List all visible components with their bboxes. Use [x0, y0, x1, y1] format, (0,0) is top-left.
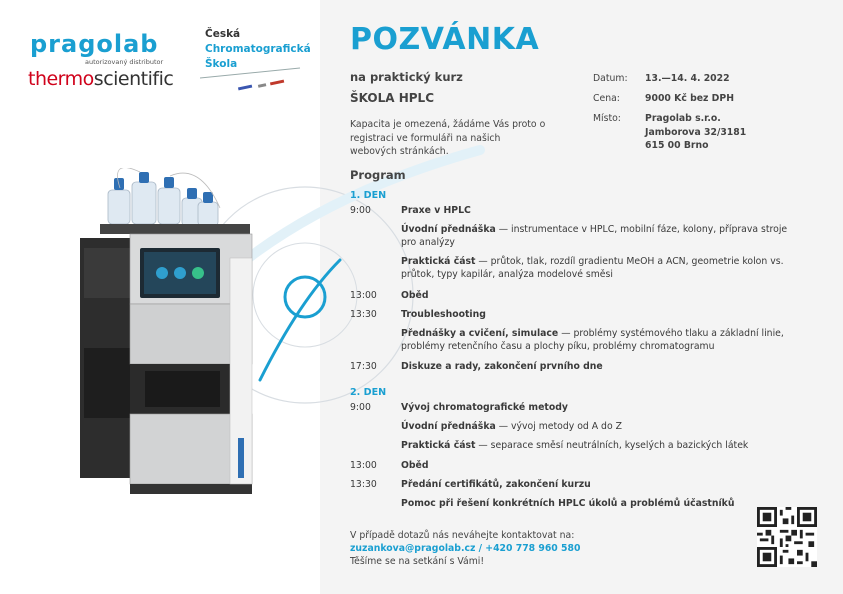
schedule-item: Diskuze a rady, zakončení prvního dne: [401, 361, 603, 372]
schedule-item: Pomoc při řešení konkrétních HPLC úkolů a problémů účastníků: [401, 498, 735, 509]
place-value: [645, 112, 746, 153]
schedule-time: 13:30: [350, 479, 377, 490]
program-heading: Program: [350, 168, 406, 182]
contact-block: [350, 529, 580, 568]
place-street: Jamborova 32/3181: [645, 126, 747, 138]
hplc-instrument-image: [70, 168, 260, 508]
schedule-time: 13:30: [350, 309, 377, 320]
schedule-item: Praxe v HPLC: [401, 205, 471, 216]
date-value: 13.—14. 4. 2022: [645, 73, 730, 84]
scientific-word: scientific: [93, 68, 174, 90]
price-value: 9000 Kč bez DPH: [645, 93, 734, 104]
schedule-item-text: — instrumentace v HPLC, mobilní fáze, kolony, příprava stroje pro analýzy: [401, 224, 788, 248]
ceska-line2: Chromatografická: [205, 43, 311, 55]
pragolab-logo: [30, 30, 165, 58]
qr-code-icon[interactable]: [757, 507, 817, 567]
schedule-time: 9:00: [350, 205, 371, 216]
contact-details: [350, 542, 580, 555]
contact-closing: Těšíme se na setkání s Vámi!: [350, 556, 485, 567]
main-title: POZVÁNKA: [350, 22, 540, 57]
schedule-time: 13:00: [350, 460, 377, 471]
phone-link[interactable]: +420 778 960 580: [485, 543, 581, 554]
contact-intro: V případě dotazů nás neváhejte kontaktovat na:: [350, 530, 575, 541]
schedule-item: [401, 420, 791, 433]
schedule-item: Předání certifikátů, zakončení kurzu: [401, 479, 591, 490]
schedule-item: Oběd: [401, 460, 429, 471]
schedule-item-title: Úvodní přednáška: [401, 224, 496, 235]
schedule-time: 9:00: [350, 402, 371, 413]
ceska-line3: Škola: [205, 58, 238, 70]
schedule-item-title: Přednášky a cvičení, simulace: [401, 328, 559, 339]
intro-text: Kapacita je omezená, žádáme Vás proto o registraci ve formuláři na našich webových stránkách.: [350, 119, 546, 157]
schedule-item: [401, 439, 791, 452]
schedule-time: 17:30: [350, 361, 377, 372]
course-name: ŠKOLA HPLC: [350, 91, 435, 105]
price-label: Cena:: [593, 93, 620, 104]
schedule-item-text: — separace směsí neutrálních, kyselých a bazických látek: [475, 440, 749, 451]
place-city: 615 00 Brno: [645, 140, 709, 151]
thermo-word: thermo: [28, 68, 94, 90]
schedule-item-text: — problémy systémového tlaku a základní linie, problémy retenčního času a plochy píku, problémy chromatogramu: [401, 328, 784, 352]
schedule-item-title: Praktická část: [401, 256, 476, 267]
schedule-item: [401, 223, 791, 249]
ceska-logo-graphic: [200, 60, 310, 100]
schedule-item: [401, 327, 791, 353]
place-company: Pragolab s.r.o.: [645, 113, 721, 124]
contact-separator: /: [475, 543, 486, 554]
schedule-item: Oběd: [401, 290, 429, 301]
email-link[interactable]: zuzankova@pragolab.cz: [350, 543, 476, 554]
ceska-line1: Česká: [205, 28, 241, 40]
day1-heading: 1. DEN: [350, 190, 387, 201]
schedule-item-text: — průtok, tlak, rozdíl gradientu MeOH a ACN, geometrie kolon vs. průtok, typy kapilár, analýza modelové směsi: [401, 256, 784, 280]
svg-text:pragolab: pragolab: [30, 30, 159, 58]
date-label: Datum:: [593, 73, 628, 84]
day2-heading: 2. DEN: [350, 387, 387, 398]
logo-tagline: autorizovaný distributor: [85, 58, 164, 66]
schedule-item: [401, 255, 791, 281]
schedule-item: Vývoj chromatografické metody: [401, 402, 568, 413]
place-label: Místo:: [593, 113, 621, 124]
schedule-item: Troubleshooting: [401, 309, 486, 320]
schedule-item-title: Úvodní přednáška: [401, 421, 496, 432]
schedule-item-title: Praktická část: [401, 440, 476, 451]
thermo-scientific-logo: [28, 68, 173, 90]
schedule-item-text: — vývoj metody od A do Z: [495, 421, 622, 432]
schedule-time: 13:00: [350, 290, 377, 301]
course-subtitle: na praktický kurz: [350, 70, 463, 84]
